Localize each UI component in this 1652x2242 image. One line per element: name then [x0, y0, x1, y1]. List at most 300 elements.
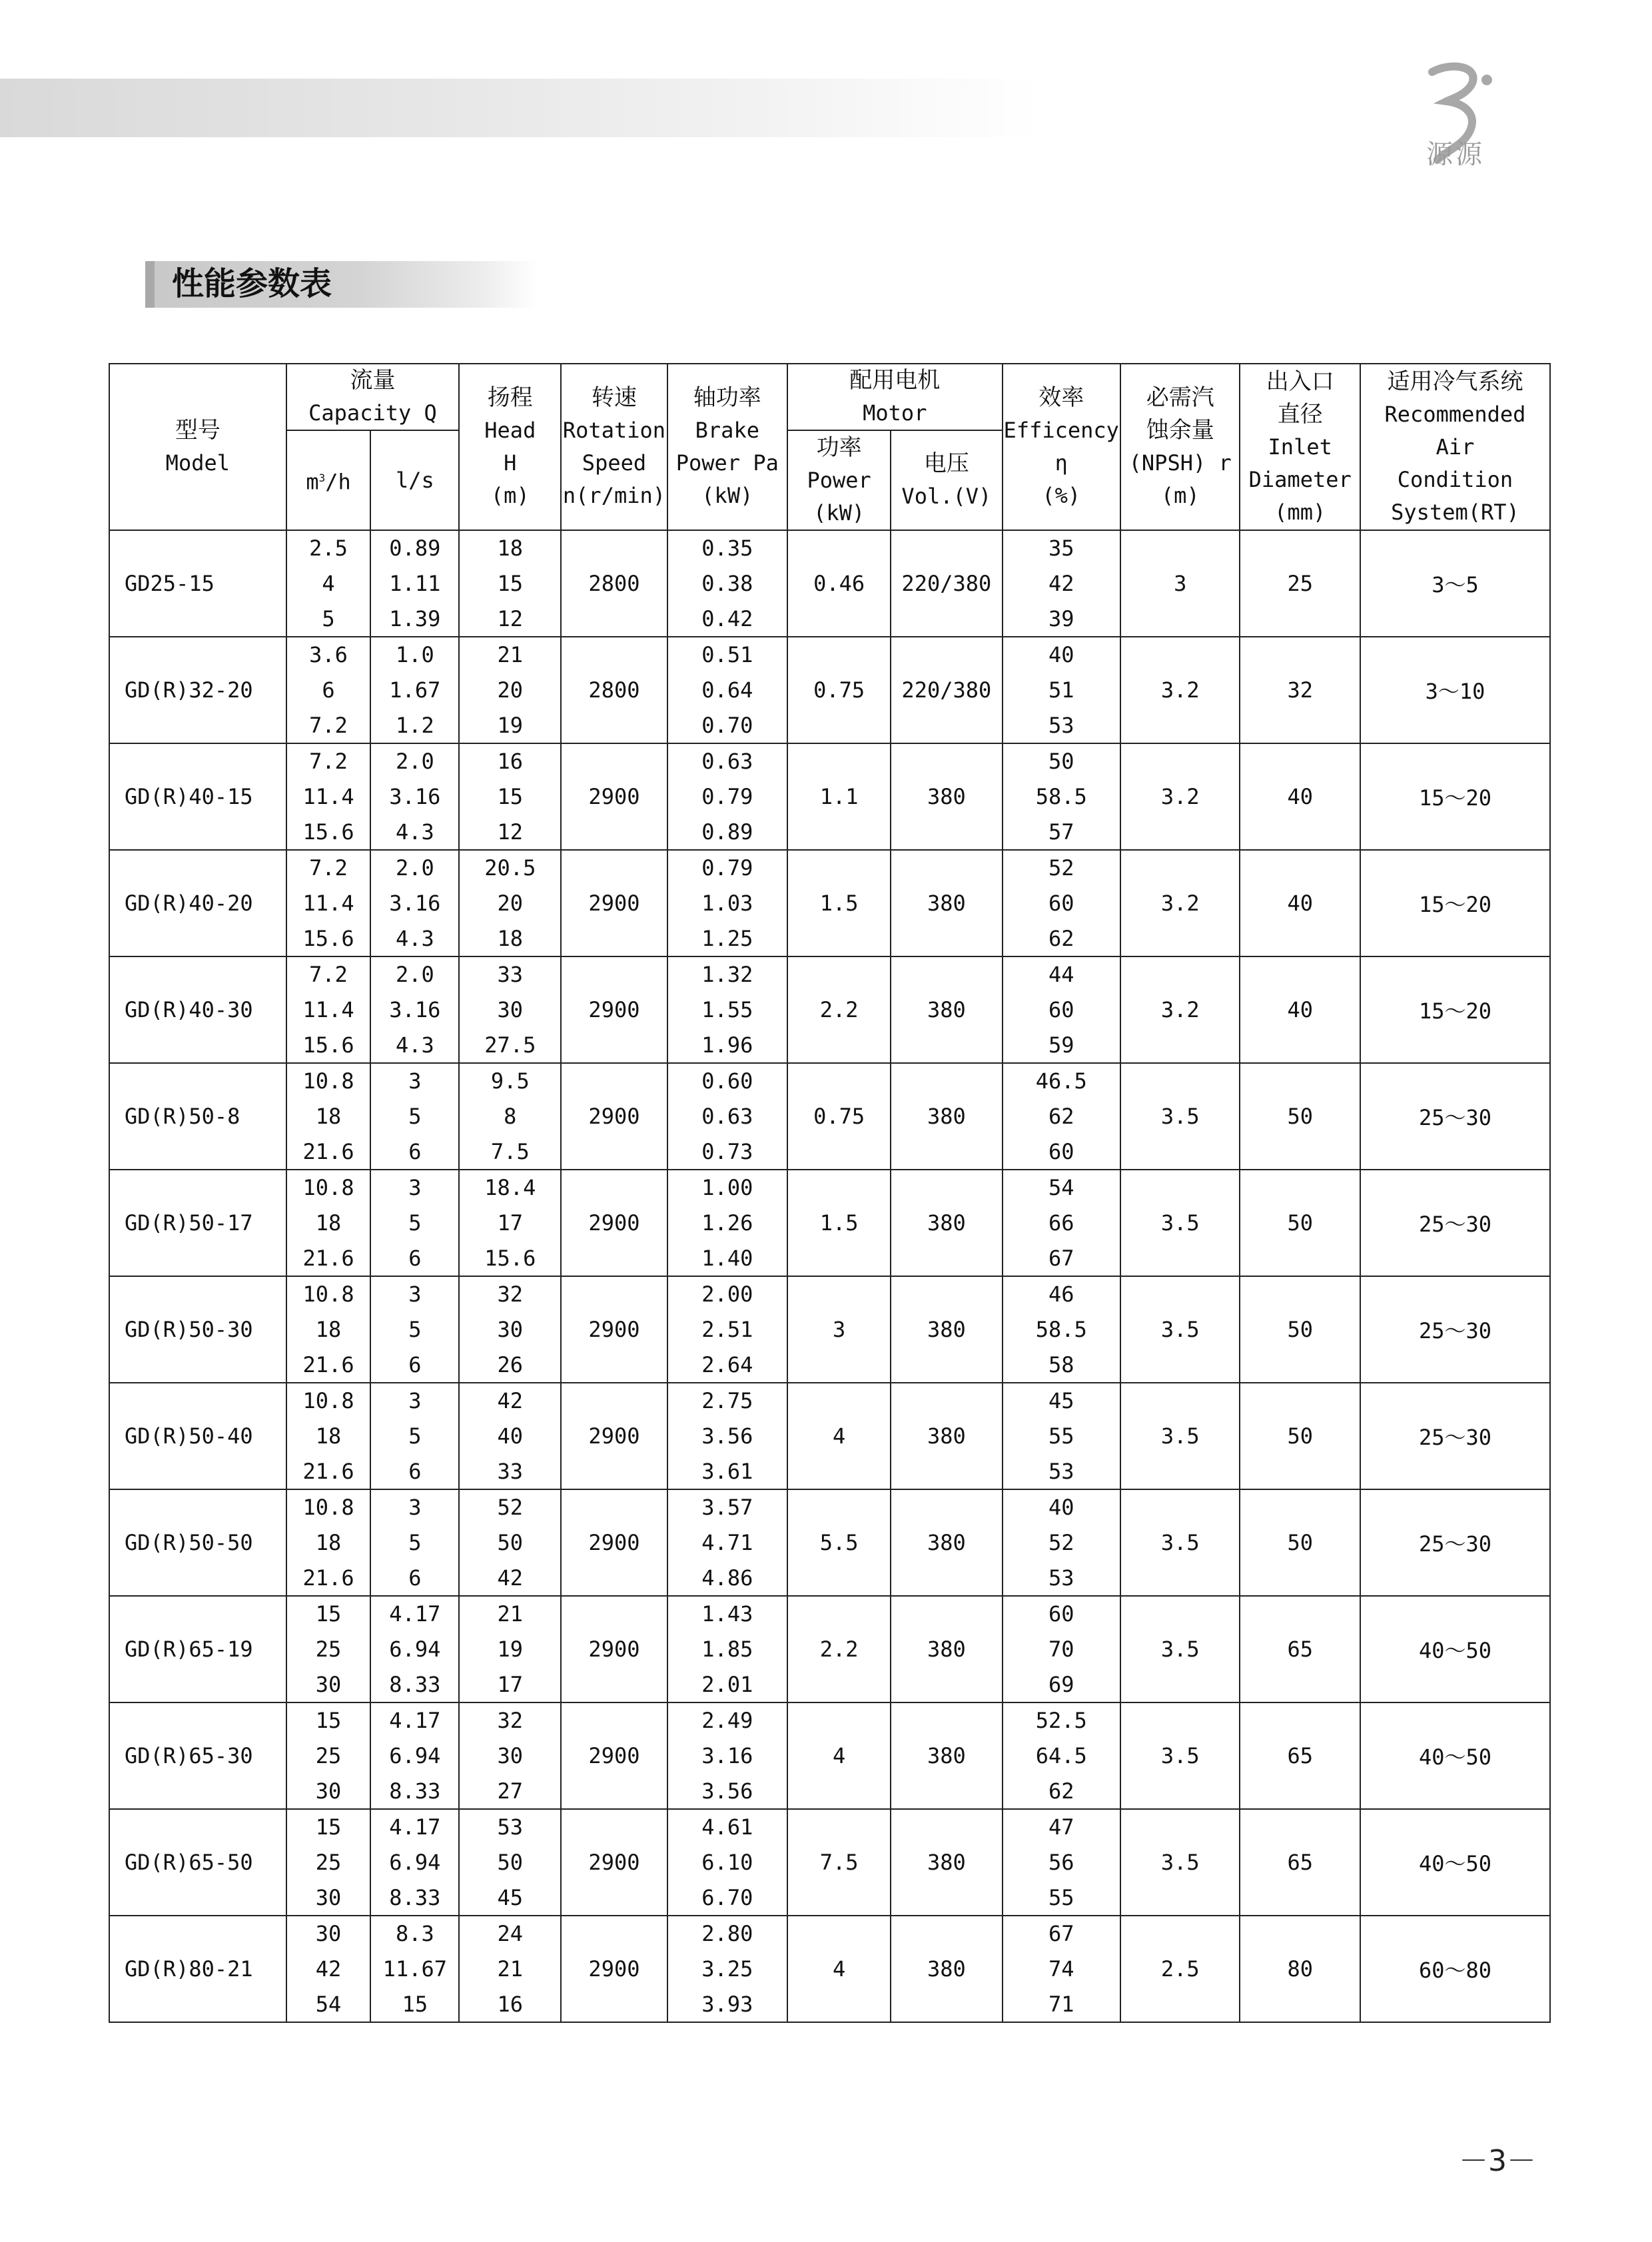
- cell-motor-power: 4: [787, 1916, 891, 2022]
- cell-brake-power: [667, 1489, 788, 1596]
- cell-capacity-ls: [370, 1702, 459, 1809]
- cell-inlet-diameter: 50: [1240, 1276, 1360, 1383]
- cell-brake-power-value: 0.70: [701, 712, 753, 738]
- cell-speed: 2900: [561, 1489, 667, 1596]
- page-number: －3－: [1459, 2144, 1536, 2178]
- cell-capacity-ls-value: 5: [408, 1529, 422, 1555]
- cell-model: GD(R)50-40: [109, 1383, 286, 1489]
- cell-inlet-diameter: 40: [1240, 850, 1360, 956]
- cell-capacity-ls: [370, 1916, 459, 2022]
- cell-efficiency-value: 60: [1048, 1601, 1074, 1627]
- cell-capacity-ls-value: 1.11: [389, 570, 441, 596]
- cell-recommended-system: 40～50: [1360, 1809, 1550, 1916]
- cell-capacity-ls-value: 3: [408, 1175, 422, 1201]
- cell-capacity-m3h-value: 6: [322, 677, 335, 703]
- cell-capacity-ls-value: 6: [408, 1565, 422, 1591]
- table-row: [109, 1809, 1550, 1916]
- cell-capacity-m3h-value: 25: [315, 1849, 342, 1875]
- cell-capacity-m3h: [286, 1063, 371, 1170]
- cell-efficiency: [1003, 1702, 1120, 1809]
- cell-capacity-m3h-value: 21.6: [302, 1351, 354, 1377]
- cell-capacity-ls-value: 3: [408, 1388, 422, 1414]
- cell-head-value: 30: [497, 1742, 524, 1768]
- cell-brake-power-value: 2.01: [701, 1671, 753, 1697]
- cell-npsh: 3.5: [1120, 1063, 1240, 1170]
- cell-inlet-diameter: 65: [1240, 1702, 1360, 1809]
- cell-brake-power: [667, 1063, 788, 1170]
- cell-head-value: 7.5: [490, 1138, 530, 1164]
- cell-npsh: 3.5: [1120, 1809, 1240, 1916]
- cell-head-value: 15.6: [484, 1245, 536, 1271]
- cell-recommended-system: 60～80: [1360, 1916, 1550, 2022]
- cell-motor-power: 2.2: [787, 1596, 891, 1702]
- header-speed: 转速 Rotation Speed n(r/min): [561, 364, 667, 530]
- cell-motor-voltage: 380: [891, 1383, 1002, 1489]
- cell-efficiency: [1003, 1916, 1120, 2022]
- cell-head-value: 21: [497, 642, 524, 668]
- cell-head: [459, 1916, 561, 2022]
- cell-capacity-ls-value: 8.33: [389, 1884, 441, 1910]
- cell-npsh: 3.2: [1120, 850, 1240, 956]
- cell-efficiency-value: 56: [1048, 1849, 1074, 1875]
- cell-capacity-ls-value: 6: [408, 1458, 422, 1484]
- cell-capacity-ls-value: 4.3: [395, 819, 434, 845]
- cell-efficiency: [1003, 530, 1120, 637]
- cell-capacity-m3h: [286, 530, 371, 637]
- cell-efficiency-value: 39: [1048, 605, 1074, 631]
- cell-efficiency-value: 44: [1048, 962, 1074, 988]
- cell-motor-power: 4: [787, 1702, 891, 1809]
- cell-capacity-m3h-value: 15.6: [302, 925, 354, 951]
- cell-brake-power-value: 2.51: [701, 1316, 753, 1342]
- cell-capacity-ls-value: 6: [408, 1245, 422, 1271]
- cell-brake-power-value: 0.73: [701, 1138, 753, 1164]
- cell-capacity-ls-value: 8.3: [395, 1921, 434, 1947]
- cell-capacity-m3h-value: 10.8: [302, 1282, 354, 1308]
- header-motor-voltage: 电压 Vol.(V): [891, 430, 1002, 530]
- cell-speed: 2900: [561, 1170, 667, 1276]
- cell-brake-power-value: 1.43: [701, 1601, 753, 1627]
- cell-motor-voltage: 380: [891, 1489, 1002, 1596]
- cell-efficiency-value: 58.5: [1035, 1316, 1087, 1342]
- cell-head: [459, 1596, 561, 1702]
- cell-head-value: 16: [497, 749, 524, 775]
- cell-efficiency: [1003, 1276, 1120, 1383]
- cell-speed: 2900: [561, 1063, 667, 1170]
- cell-head-value: 40: [497, 1423, 524, 1449]
- cell-motor-voltage: 380: [891, 1916, 1002, 2022]
- cell-head-value: 16: [497, 1991, 524, 2017]
- cell-recommended-system: 15～20: [1360, 956, 1550, 1063]
- header-capacity-ls: l/s: [370, 430, 459, 530]
- cell-capacity-ls-value: 5: [408, 1316, 422, 1342]
- cell-capacity-ls-value: 8.33: [389, 1671, 441, 1697]
- cell-capacity-ls-value: 0.89: [389, 536, 441, 561]
- cell-head-value: 9.5: [490, 1068, 530, 1094]
- cell-brake-power-value: 0.79: [701, 855, 753, 881]
- cell-head-value: 18.4: [484, 1175, 536, 1201]
- cell-model: GD(R)65-50: [109, 1809, 286, 1916]
- cell-head-value: 8: [504, 1103, 517, 1129]
- table-row: [109, 743, 1550, 850]
- cell-efficiency-value: 52: [1048, 855, 1074, 881]
- cell-capacity-ls: [370, 850, 459, 956]
- cell-capacity-ls-value: 6.94: [389, 1742, 441, 1768]
- header-inlet-diameter: 出入口 直径 Inlet Diameter (mm): [1240, 364, 1360, 530]
- cell-inlet-diameter: 80: [1240, 1916, 1360, 2022]
- cell-efficiency-value: 70: [1048, 1636, 1074, 1662]
- cell-head-value: 33: [497, 962, 524, 988]
- cell-capacity-ls: [370, 530, 459, 637]
- cell-brake-power-value: 1.32: [701, 962, 753, 988]
- cell-capacity-ls-value: 6.94: [389, 1849, 441, 1875]
- cell-capacity-m3h-value: 15.6: [302, 1032, 354, 1058]
- cell-capacity-ls-value: 2.0: [395, 855, 434, 881]
- table-row: [109, 1276, 1550, 1383]
- cell-capacity-ls-value: 4.17: [389, 1814, 441, 1840]
- cell-capacity-m3h-value: 10.8: [302, 1388, 354, 1414]
- cell-brake-power: [667, 1916, 788, 2022]
- cell-head-value: 12: [497, 819, 524, 845]
- header-head: 扬程 Head H (m): [459, 364, 561, 530]
- cell-efficiency: [1003, 1596, 1120, 1702]
- cell-brake-power-value: 2.75: [701, 1388, 753, 1414]
- cell-motor-power: 5.5: [787, 1489, 891, 1596]
- cell-efficiency-value: 71: [1048, 1991, 1074, 2017]
- cell-inlet-diameter: 65: [1240, 1596, 1360, 1702]
- cell-brake-power-value: 1.40: [701, 1245, 753, 1271]
- cell-head-value: 52: [497, 1495, 524, 1521]
- cell-brake-power-value: 4.86: [701, 1565, 753, 1591]
- cell-model: GD(R)40-15: [109, 743, 286, 850]
- cell-capacity-m3h-value: 15: [315, 1601, 342, 1627]
- cell-capacity-m3h-value: 10.8: [302, 1068, 354, 1094]
- cell-inlet-diameter: 50: [1240, 1383, 1360, 1489]
- cell-head-value: 19: [497, 1636, 524, 1662]
- cell-efficiency-value: 45: [1048, 1388, 1074, 1414]
- cell-capacity-m3h: [286, 1383, 371, 1489]
- cell-brake-power-value: 1.85: [701, 1636, 753, 1662]
- cell-speed: 2800: [561, 637, 667, 743]
- table-row: [109, 1916, 1550, 2022]
- cell-model: GD(R)40-20: [109, 850, 286, 956]
- cell-head: [459, 1489, 561, 1596]
- cell-efficiency-value: 74: [1048, 1956, 1074, 1982]
- cell-head-value: 30: [497, 996, 524, 1022]
- cell-capacity-ls: [370, 1809, 459, 1916]
- cell-capacity-m3h: [286, 1916, 371, 2022]
- header-motor: 配用电机 Motor: [787, 364, 1002, 430]
- cell-head-value: 42: [497, 1388, 524, 1414]
- cell-brake-power-value: 0.42: [701, 605, 753, 631]
- cell-head-value: 32: [497, 1282, 524, 1308]
- cell-recommended-system: 25～30: [1360, 1489, 1550, 1596]
- table-row: [109, 1489, 1550, 1596]
- cell-efficiency-value: 51: [1048, 677, 1074, 703]
- cell-brake-power: [667, 1702, 788, 1809]
- cell-brake-power: [667, 1383, 788, 1489]
- cell-capacity-ls-value: 3: [408, 1495, 422, 1521]
- cell-motor-voltage: 380: [891, 1276, 1002, 1383]
- cell-capacity-m3h-value: 5: [322, 605, 335, 631]
- cell-capacity-m3h-value: 21.6: [302, 1458, 354, 1484]
- cell-speed: 2900: [561, 1809, 667, 1916]
- header-recommended-system: 适用冷气系统 Recommended Air Condition System(RT): [1360, 364, 1550, 530]
- cell-head-value: 50: [497, 1849, 524, 1875]
- cell-efficiency-value: 67: [1048, 1921, 1074, 1947]
- cell-efficiency-value: 69: [1048, 1671, 1074, 1697]
- cell-capacity-m3h-value: 10.8: [302, 1495, 354, 1521]
- cell-capacity-ls: [370, 637, 459, 743]
- cell-recommended-system: 25～30: [1360, 1383, 1550, 1489]
- cell-capacity-ls-value: 6: [408, 1138, 422, 1164]
- cell-recommended-system: 3～5: [1360, 530, 1550, 637]
- cell-npsh: 3.2: [1120, 743, 1240, 850]
- cell-head-value: 12: [497, 605, 524, 631]
- cell-motor-voltage: 380: [891, 743, 1002, 850]
- cell-motor-voltage: 380: [891, 1596, 1002, 1702]
- cell-efficiency: [1003, 1170, 1120, 1276]
- cell-head-value: 18: [497, 925, 524, 951]
- cell-brake-power-value: 0.89: [701, 819, 753, 845]
- section-title: 性能参数表: [172, 265, 332, 302]
- cell-head-value: 27.5: [484, 1032, 536, 1058]
- cell-capacity-m3h-value: 7.2: [309, 712, 348, 738]
- cell-brake-power-value: 0.38: [701, 570, 753, 596]
- cell-efficiency-value: 52.5: [1035, 1708, 1087, 1734]
- cell-model: GD(R)80-21: [109, 1916, 286, 2022]
- cell-capacity-ls-value: 3: [408, 1282, 422, 1308]
- cell-model: GD(R)50-50: [109, 1489, 286, 1596]
- cell-capacity-m3h-value: 7.2: [309, 855, 348, 881]
- cell-brake-power: [667, 850, 788, 956]
- cell-head: [459, 1063, 561, 1170]
- cell-capacity-ls-value: 11.67: [382, 1956, 447, 1982]
- cell-capacity-m3h-value: 15: [315, 1814, 342, 1840]
- cell-capacity-ls: [370, 1063, 459, 1170]
- cell-efficiency-value: 60: [1048, 996, 1074, 1022]
- cell-speed: 2900: [561, 1383, 667, 1489]
- cell-efficiency-value: 60: [1048, 890, 1074, 916]
- cell-speed: 2900: [561, 1702, 667, 1809]
- cell-speed: 2900: [561, 956, 667, 1063]
- cell-brake-power: [667, 1276, 788, 1383]
- cell-recommended-system: 3～10: [1360, 637, 1550, 743]
- cell-motor-power: 1.5: [787, 850, 891, 956]
- cell-motor-power: 1.5: [787, 1170, 891, 1276]
- cell-inlet-diameter: 25: [1240, 530, 1360, 637]
- cell-capacity-m3h-value: 30: [315, 1884, 342, 1910]
- cell-capacity-m3h-value: 25: [315, 1742, 342, 1768]
- cell-efficiency-value: 54: [1048, 1175, 1074, 1201]
- cell-recommended-system: 15～20: [1360, 743, 1550, 850]
- cell-head-value: 50: [497, 1529, 524, 1555]
- cell-capacity-ls: [370, 1489, 459, 1596]
- cell-brake-power-value: 0.35: [701, 536, 753, 561]
- cell-npsh: 3.5: [1120, 1276, 1240, 1383]
- table-row: [109, 1702, 1550, 1809]
- cell-efficiency: [1003, 637, 1120, 743]
- cell-capacity-m3h-value: 11.4: [302, 783, 354, 809]
- cell-head-value: 17: [497, 1210, 524, 1236]
- table-row: [109, 1063, 1550, 1170]
- cell-model: GD(R)50-30: [109, 1276, 286, 1383]
- cell-brake-power: [667, 956, 788, 1063]
- cell-efficiency-value: 62: [1048, 1778, 1074, 1804]
- cell-motor-power: 0.46: [787, 530, 891, 637]
- cell-brake-power-value: 1.55: [701, 996, 753, 1022]
- cell-efficiency-value: 35: [1048, 536, 1074, 561]
- cell-capacity-ls-value: 4.17: [389, 1708, 441, 1734]
- cell-efficiency-value: 55: [1048, 1884, 1074, 1910]
- cell-efficiency-value: 52: [1048, 1529, 1074, 1555]
- cell-capacity-ls-value: 1.67: [389, 677, 441, 703]
- cell-capacity-m3h-value: 3.6: [309, 642, 348, 668]
- cell-capacity-ls-value: 5: [408, 1423, 422, 1449]
- cell-efficiency-value: 60: [1048, 1138, 1074, 1164]
- cell-recommended-system: 25～30: [1360, 1276, 1550, 1383]
- header-capacity: 流量 Capacity Q: [286, 364, 460, 430]
- cell-capacity-m3h-value: 15: [315, 1708, 342, 1734]
- cell-efficiency-value: 47: [1048, 1814, 1074, 1840]
- cell-head-value: 26: [497, 1351, 524, 1377]
- cell-capacity-m3h-value: 7.2: [309, 962, 348, 988]
- cell-capacity-ls: [370, 743, 459, 850]
- cell-capacity-m3h-value: 21.6: [302, 1245, 354, 1271]
- cell-head-value: 21: [497, 1601, 524, 1627]
- table-row: [109, 956, 1550, 1063]
- section-title-marker: [145, 261, 155, 308]
- cell-inlet-diameter: 50: [1240, 1063, 1360, 1170]
- cell-brake-power-value: 3.93: [701, 1991, 753, 2017]
- cell-head-value: 30: [497, 1316, 524, 1342]
- cell-capacity-ls: [370, 1596, 459, 1702]
- cell-motor-voltage: 380: [891, 1063, 1002, 1170]
- cell-motor-power: 4: [787, 1383, 891, 1489]
- cell-head-value: 21: [497, 1956, 524, 1982]
- cell-efficiency-value: 62: [1048, 1103, 1074, 1129]
- cell-efficiency-value: 40: [1048, 1495, 1074, 1521]
- cell-head: [459, 637, 561, 743]
- table-body: [109, 530, 1550, 2022]
- cell-capacity-ls-value: 3.16: [389, 996, 441, 1022]
- cell-efficiency: [1003, 743, 1120, 850]
- header-npsh: 必需汽 蚀余量 (NPSH) r (m): [1120, 364, 1240, 530]
- cell-capacity-ls: [370, 1276, 459, 1383]
- cell-head-value: 20: [497, 677, 524, 703]
- cell-motor-voltage: 380: [891, 850, 1002, 956]
- cell-efficiency-value: 62: [1048, 925, 1074, 951]
- cell-capacity-ls: [370, 956, 459, 1063]
- cell-capacity-ls: [370, 1383, 459, 1489]
- header-brake-power: 轴功率 Brake Power Pa (kW): [667, 364, 788, 530]
- cell-capacity-ls-value: 4.17: [389, 1601, 441, 1627]
- cell-capacity-m3h-value: 25: [315, 1636, 342, 1662]
- cell-motor-power: 0.75: [787, 637, 891, 743]
- cell-motor-voltage: 380: [891, 1702, 1002, 1809]
- cell-capacity-ls-value: 15: [402, 1991, 428, 2017]
- cell-capacity-ls-value: 4.3: [395, 925, 434, 951]
- cell-brake-power-value: 2.00: [701, 1282, 753, 1308]
- cell-capacity-ls-value: 3: [408, 1068, 422, 1094]
- performance-table: [109, 363, 1551, 2023]
- table-row: [109, 850, 1550, 956]
- header-gradient-band: [0, 79, 1039, 137]
- table-row: [109, 1383, 1550, 1489]
- cell-brake-power-value: 1.96: [701, 1032, 753, 1058]
- cell-efficiency-value: 66: [1048, 1210, 1074, 1236]
- cell-capacity-m3h: [286, 1596, 371, 1702]
- cell-motor-voltage: 380: [891, 1170, 1002, 1276]
- cell-capacity-ls-value: 4.3: [395, 1032, 434, 1058]
- cell-efficiency: [1003, 1809, 1120, 1916]
- cell-brake-power-value: 3.56: [701, 1778, 753, 1804]
- cell-inlet-diameter: 40: [1240, 956, 1360, 1063]
- table-header: [109, 364, 1550, 530]
- cell-npsh: 3.2: [1120, 637, 1240, 743]
- cell-motor-power: 7.5: [787, 1809, 891, 1916]
- cell-efficiency-value: 59: [1048, 1032, 1074, 1058]
- cell-capacity-m3h: [286, 1809, 371, 1916]
- cell-head: [459, 1702, 561, 1809]
- cell-capacity-m3h-value: 18: [315, 1316, 342, 1342]
- header-efficiency: 效率 Efficency η (%): [1003, 364, 1120, 530]
- cell-efficiency-value: 64.5: [1035, 1742, 1087, 1768]
- cell-model: GD(R)40-30: [109, 956, 286, 1063]
- table-row: [109, 530, 1550, 637]
- cell-speed: 2900: [561, 743, 667, 850]
- cell-npsh: 3.5: [1120, 1170, 1240, 1276]
- cell-capacity-m3h-value: 30: [315, 1921, 342, 1947]
- cell-brake-power-value: 4.71: [701, 1529, 753, 1555]
- cell-capacity-m3h-value: 30: [315, 1671, 342, 1697]
- cell-capacity-m3h-value: 18: [315, 1210, 342, 1236]
- cell-capacity-m3h-value: 30: [315, 1778, 342, 1804]
- cell-capacity-ls-value: 6.94: [389, 1636, 441, 1662]
- cell-capacity-m3h-value: 10.8: [302, 1175, 354, 1201]
- cell-model: GD(R)65-19: [109, 1596, 286, 1702]
- cell-head-value: 17: [497, 1671, 524, 1697]
- cell-brake-power-value: 3.56: [701, 1423, 753, 1449]
- cell-capacity-m3h-value: 11.4: [302, 890, 354, 916]
- cell-efficiency-value: 46: [1048, 1282, 1074, 1308]
- cell-head-value: 27: [497, 1778, 524, 1804]
- cell-motor-voltage: 220/380: [891, 637, 1002, 743]
- cell-efficiency-value: 55: [1048, 1423, 1074, 1449]
- cell-speed: 2900: [561, 850, 667, 956]
- cell-capacity-ls-value: 1.39: [389, 605, 441, 631]
- cell-brake-power-value: 0.79: [701, 783, 753, 809]
- cell-brake-power-value: 2.64: [701, 1351, 753, 1377]
- cell-capacity-ls-value: 5: [408, 1210, 422, 1236]
- cell-capacity-m3h: [286, 956, 371, 1063]
- cell-capacity-m3h: [286, 1276, 371, 1383]
- cell-head-value: 53: [497, 1814, 524, 1840]
- cell-capacity-ls-value: 8.33: [389, 1778, 441, 1804]
- cell-head-value: 45: [497, 1884, 524, 1910]
- cell-capacity-m3h: [286, 1170, 371, 1276]
- cell-efficiency-value: 53: [1048, 712, 1074, 738]
- cell-brake-power: [667, 530, 788, 637]
- cell-capacity-m3h: [286, 743, 371, 850]
- cell-brake-power-value: 1.03: [701, 890, 753, 916]
- cell-motor-voltage: 380: [891, 956, 1002, 1063]
- cell-recommended-system: 40～50: [1360, 1702, 1550, 1809]
- cell-speed: 2800: [561, 530, 667, 637]
- cell-speed: 2900: [561, 1916, 667, 2022]
- cell-model: GD25-15: [109, 530, 286, 637]
- cell-capacity-m3h-value: 2.5: [309, 536, 348, 561]
